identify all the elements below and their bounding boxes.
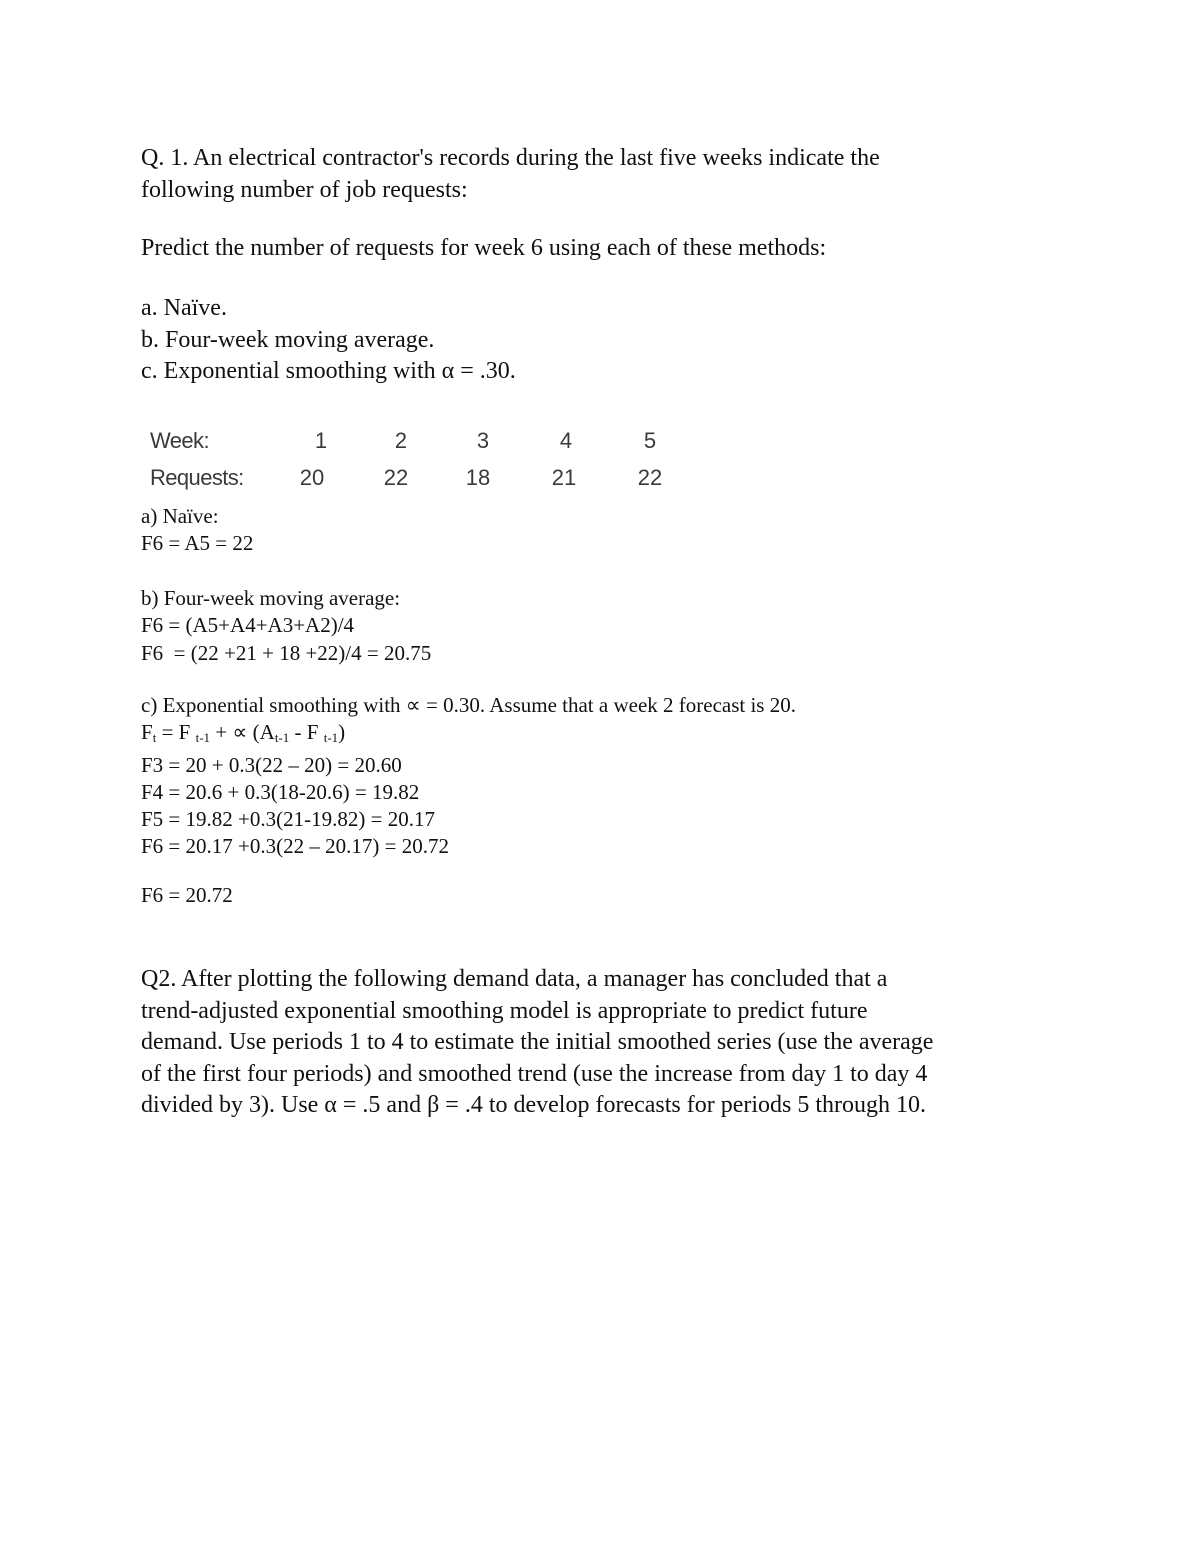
formula-part: )	[338, 720, 346, 745]
formula-subscript: t-1	[274, 730, 290, 746]
question-2-line: demand. Use periods 1 to 4 to estimate the initial smoothed series (use the average	[141, 1029, 934, 1055]
answer-b	[141, 585, 431, 667]
question-1-line-1: Q. 1. An electrical contractor's records during the last five weeks indicate the	[141, 145, 880, 171]
week-cell: 5	[643, 428, 657, 453]
question-2-line: trend-adjusted exponential smoothing model is appropriate to predict future	[141, 997, 868, 1024]
formula-subscript: t-1	[323, 730, 339, 746]
answer-c-heading: c) Exponential smoothing with ∝ = 0.30. Assume that a week 2 forecast is 20.	[141, 693, 796, 717]
formula-subscript: t	[152, 730, 157, 746]
method-c: c. Exponential smoothing with α = .30.	[141, 358, 516, 384]
answer-c-step: F4 = 20.6 + 0.3(18-20.6) = 19.82	[141, 779, 420, 804]
requests-row	[148, 461, 688, 498]
week-cell: 4	[559, 428, 573, 453]
requests-cell: 18	[465, 465, 491, 490]
week-cell: 1	[314, 428, 328, 453]
question-2-line: Q2. After plotting the following demand data, a manager has concluded that a	[141, 966, 888, 992]
answer-c	[141, 692, 796, 861]
question-2-text	[141, 964, 933, 1122]
week-row	[148, 424, 688, 461]
answer-c-final-result: F6 = 20.72	[141, 883, 233, 907]
formula-subscript: t-1	[195, 730, 211, 746]
formula-part: - F	[289, 720, 324, 745]
answer-c-step: F3 = 20 + 0.3(22 – 20) = 20.60	[141, 752, 402, 777]
requests-cell: 20	[299, 465, 325, 490]
answer-a-heading: a) Naïve:	[141, 504, 219, 528]
week-cell: 3	[476, 428, 490, 453]
answer-b-formula: F6 = (A5+A4+A3+A2)/4	[141, 613, 355, 638]
question-1-line-2: following number of job requests:	[141, 176, 468, 203]
answer-c-final	[141, 882, 233, 909]
requests-label: Requests:	[150, 465, 244, 490]
method-b: b. Four-week moving average.	[141, 326, 435, 353]
formula-part: F	[141, 720, 153, 745]
answer-b-result: F6 = (22 +21 + 18 +22)/4 = 20.75	[141, 640, 432, 665]
answer-a	[141, 503, 253, 558]
answer-b-heading: b) Four-week moving average:	[141, 586, 401, 610]
method-a: a. Naïve.	[141, 295, 227, 321]
answer-c-step: F6 = 20.17 +0.3(22 – 20.17) = 20.72	[141, 834, 449, 859]
formula-part: + ∝ (A	[210, 720, 275, 745]
requests-cell: 22	[637, 465, 663, 490]
requests-cell: 22	[383, 465, 409, 490]
question-2-line: of the first four periods) and smoothed trend (use the increase from day 1 to day 4	[141, 1060, 928, 1087]
week-cell: 2	[394, 428, 408, 453]
question-1-methods	[141, 293, 516, 388]
question-1-prompt-line: Predict the number of requests for week 6 using each of these methods:	[141, 235, 827, 261]
requests-table	[148, 424, 688, 498]
answer-c-formula	[141, 719, 796, 751]
answer-c-step: F5 = 19.82 +0.3(21-19.82) = 20.17	[141, 807, 435, 832]
question-1-prompt	[141, 233, 826, 265]
week-label: Week:	[150, 428, 209, 453]
formula-part: = F	[156, 720, 196, 745]
question-1-text	[141, 143, 880, 206]
requests-cell: 21	[551, 465, 577, 490]
question-2-line: divided by 3). Use α = .5 and β = .4 to develop forecasts for periods 5 through 10.	[141, 1092, 927, 1118]
answer-a-result: F6 = A5 = 22	[141, 531, 254, 556]
